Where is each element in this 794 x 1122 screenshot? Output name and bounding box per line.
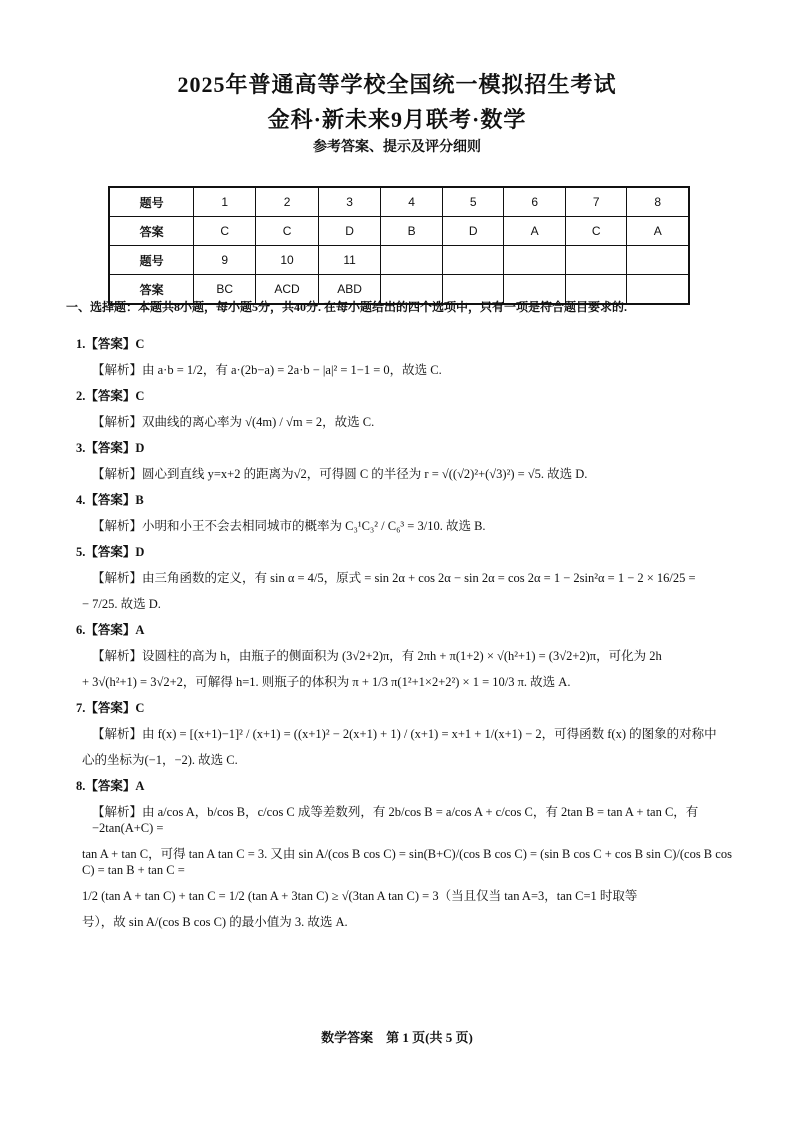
solution-continuation: 号），故 sin A/(cos B cos C) 的最小值为 3. 故选 A. (82, 915, 348, 929)
solution-text: 【解析】圆心到直线 y=x+2 的距离为√2，可得圆 C 的半径为 r = √((√2)²+(√3)²) = √5. 故选 D. (92, 467, 588, 481)
answer-table-row (109, 217, 689, 246)
answer-cell: ACD (256, 275, 319, 305)
question-answer: 5.【答案】D (76, 545, 145, 559)
answer-cell: D (318, 217, 381, 246)
answer-cell (504, 246, 565, 275)
answer-cell: 6 (504, 187, 565, 217)
answer-cell: C (194, 217, 256, 246)
answer-cell: D (442, 217, 504, 246)
answer-table-row (109, 246, 689, 275)
solution-text: 【解析】双曲线的离心率为 √(4m) / √m = 2，故选 C. (92, 415, 375, 429)
answer-cell: BC (194, 275, 256, 305)
answer-cell: 2 (256, 187, 319, 217)
row-label: 题号 (109, 246, 194, 275)
exam-title: 2025年普通高等学校全国统一模拟招生考试 (177, 72, 617, 97)
answer-cell: B (381, 217, 442, 246)
question-answer: 7.【答案】C (76, 701, 145, 715)
answer-cell: 7 (565, 187, 627, 217)
solution-text: 【解析】由三角函数的定义，有 sin α = 4/5，原式 = sin 2α + cos 2α − sin 2α = cos 2α = 1 − 2sin²α = 1 − 2 × 16/25 = (92, 571, 696, 585)
answer-cell: C (256, 217, 319, 246)
solution-text: 【解析】小明和小王不会去相同城市的概率为 C₃¹C₃² / C₆³ = 3/10. 故选 B. (92, 519, 486, 533)
answer-table (108, 186, 690, 305)
answer-cell: 11 (318, 246, 381, 275)
solution-continuation: − 7/25. 故选 D. (82, 597, 161, 611)
question-answer: 1.【答案】C (76, 337, 145, 351)
solution-text: 【解析】由 f(x) = [(x+1)−1]² / (x+1) = ((x+1)² − 2(x+1) + 1) / (x+1) = x+1 + 1/(x+1) − 2，可得函数 f(x) 的图象的对称中 (92, 727, 717, 741)
row-label: 题号 (109, 187, 194, 217)
answer-cell: 8 (627, 187, 689, 217)
question-answer: 6.【答案】A (76, 623, 145, 637)
answer-table-body (109, 187, 689, 304)
solution-text: 【解析】由 a/cos A，b/cos B，c/cos C 成等差数列，有 2b/cos B = a/cos A + c/cos C，有 2tan B = tan A + tan C，有 −2tan(A+C) = (92, 805, 699, 835)
answer-cell: 4 (381, 187, 442, 217)
answer-cell: 9 (194, 246, 256, 275)
solution-continuation: + 3√(h²+1) = 3√2+2，可解得 h=1. 则瓶子的体积为 π + 1/3 π(1²+1×2+2²) × 1 = 10/3 π. 故选 A. (82, 675, 571, 689)
answer-cell: A (504, 217, 565, 246)
solution-text: 【解析】设圆柱的高为 h，由瓶子的侧面积为 (3√2+2)π，有 2πh + π(1+2) × √(h²+1) = (3√2+2)π，可化为 2h (92, 649, 662, 663)
answer-cell: 3 (318, 187, 381, 217)
answer-cell: ABD (318, 275, 381, 305)
row-label: 答案 (109, 275, 194, 305)
answer-caption: 参考答案、提示及评分细则 (313, 140, 481, 155)
answer-cell (381, 246, 442, 275)
answer-cell (627, 246, 689, 275)
solutions-list (76, 326, 736, 930)
exam-subtitle: 金科·新未来9月联考·数学 (267, 107, 527, 132)
solution-continuation: tan A + tan C，可得 tan A tan C = 3. 又由 sin A/(cos B cos C) = sin(B+C)/(cos B cos C) = (sin B cos C + cos B sin C)/(cos B cos C) = tan B + tan C = (82, 847, 732, 877)
solution-text: 【解析】由 a·b = 1/2，有 a·(2b−a) = 2a·b − |a|² = 1−1 = 0，故选 C. (92, 363, 442, 377)
answer-cell (442, 246, 504, 275)
answer-cell: 1 (194, 187, 256, 217)
solution-continuation: 心的坐标为(−1，−2). 故选 C. (82, 753, 238, 767)
question-answer: 2.【答案】C (76, 389, 145, 403)
question-answer: 4.【答案】B (76, 493, 144, 507)
answer-table-row (109, 187, 689, 217)
answer-cell (565, 246, 627, 275)
answer-cell: A (627, 217, 689, 246)
section-heading: 一、选择题：本题共8小题，每小题5分，共40分. 在每小题给出的四个选项中，只有一项是符合题目要求的. (66, 300, 628, 314)
solution-continuation: 1/2 (tan A + tan C) + tan C = 1/2 (tan A + 3tan C) ≥ √(3tan A tan C) = 3（当且仅当 tan A=3，tan C=1 时取等 (82, 889, 638, 903)
page-footer: 数学答案 第 1 页(共 5 页) (321, 1030, 473, 1045)
question-answer: 8.【答案】A (76, 779, 145, 793)
answer-cell: C (565, 217, 627, 246)
question-answer: 3.【答案】D (76, 441, 145, 455)
answer-cell: 5 (442, 187, 504, 217)
answer-cell: 10 (256, 246, 319, 275)
row-label: 答案 (109, 217, 194, 246)
